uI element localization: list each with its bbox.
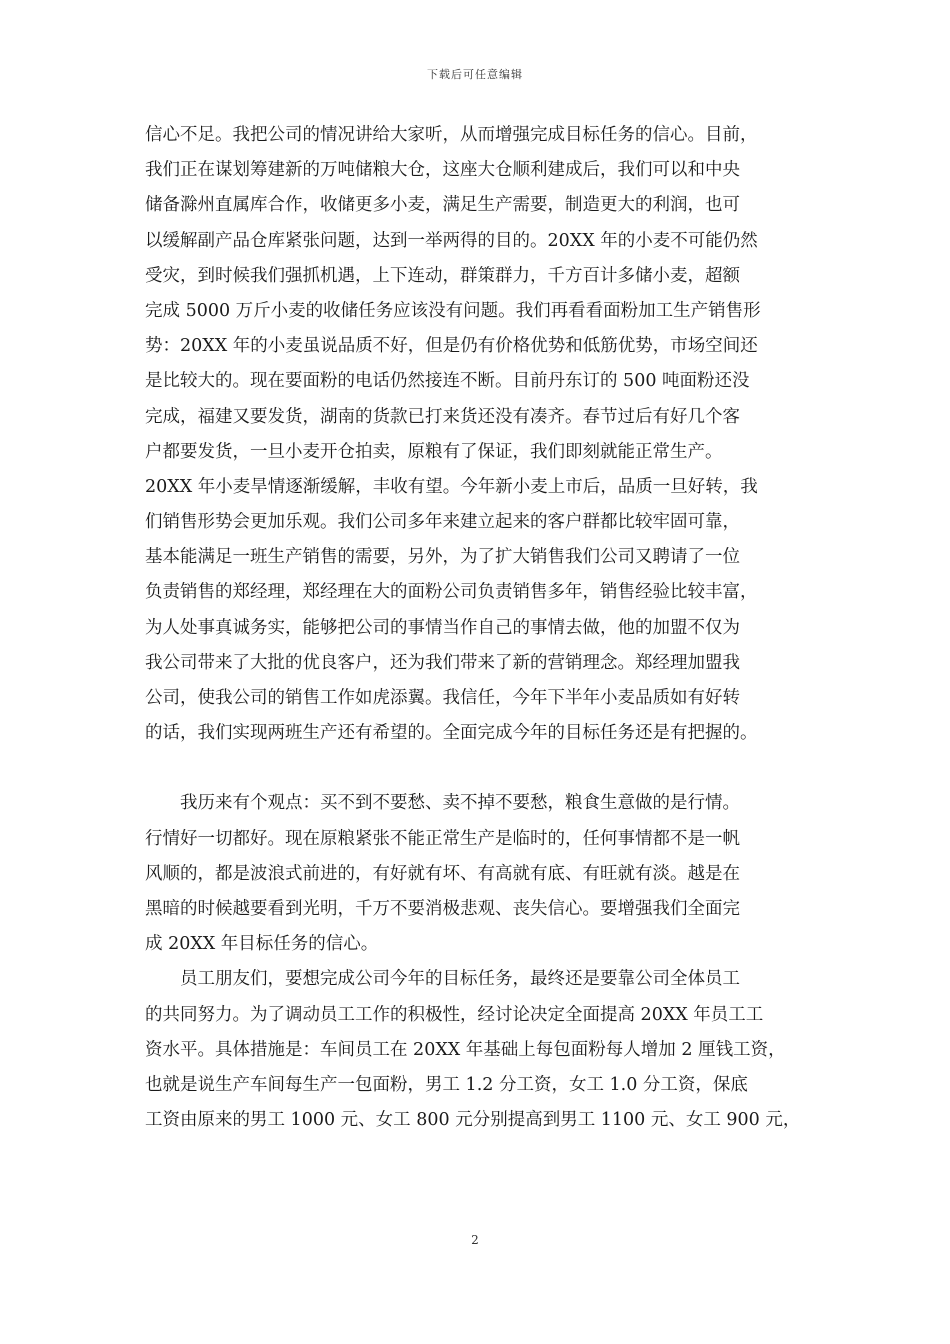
page-number: 2 bbox=[471, 1233, 479, 1247]
text-line: 资水平。具体措施是：车间员工在 20XX 年基础上每包面粉每人增加 2 厘钱工资， bbox=[145, 1039, 786, 1060]
paragraph-2 bbox=[145, 786, 820, 962]
text-line: 成 20XX 年目标任务的信心。 bbox=[145, 934, 379, 955]
text-line: 以缓解副产品仓库紧张问题，达到一举两得的目的。20XX 年的小麦不可能仍然 bbox=[145, 230, 758, 251]
text-line: 为人处事真诚务实，能够把公司的事情当作自己的事情去做，他的加盟不仅为 bbox=[145, 617, 740, 638]
text-line: 完成，福建又要发货，湖南的货款已打来货还没有凑齐。春节过后有好几个客 bbox=[145, 406, 740, 427]
page-header: 下载后可任意编辑 bbox=[427, 68, 523, 81]
text-line: 储备滁州直属库合作，收储更多小麦，满足生产需要，制造更大的利润，也可 bbox=[145, 195, 740, 216]
document-body bbox=[145, 118, 820, 1138]
text-line: 风顺的，都是波浪式前进的，有好就有坏、有高就有底、有旺就有淡。越是在 bbox=[145, 863, 740, 884]
text-line: 负责销售的郑经理，郑经理在大的面粉公司负责销售多年，销售经验比较丰富， bbox=[145, 582, 758, 603]
text-line: 完成 5000 万斤小麦的收储任务应该没有问题。我们再看看面粉加工生产销售形 bbox=[145, 300, 761, 321]
text-line: 户都要发货，一旦小麦开仓拍卖，原粮有了保证，我们即刻就能正常生产。 bbox=[145, 441, 723, 462]
text-line: 基本能满足一班生产销售的需要，另外，为了扩大销售我们公司又聘请了一位 bbox=[145, 547, 740, 568]
text-line: 是比较大的。现在要面粉的电话仍然接连不断。目前丹东订的 500 吨面粉还没 bbox=[145, 371, 750, 392]
text-line: 员工朋友们，要想完成公司今年的目标任务，最终还是要靠公司全体员工 bbox=[180, 969, 740, 990]
text-line: 我公司带来了大批的优良客户，还为我们带来了新的营销理念。郑经理加盟我 bbox=[145, 652, 740, 673]
text-line: 们销售形势会更加乐观。我们公司多年来建立起来的客户群都比较牢固可靠， bbox=[145, 512, 740, 533]
text-line: 受灾，到时候我们强抓机遇，上下连动，群策群力，千方百计多储小麦，超额 bbox=[145, 265, 740, 286]
text-line: 公司，使我公司的销售工作如虎添翼。我信任，今年下半年小麦品质如有好转 bbox=[145, 688, 740, 708]
paragraph-1 bbox=[145, 118, 820, 751]
text-line: 也就是说生产车间每生产一包面粉，男工 1.2 分工资，女工 1.0 分工资，保底 bbox=[145, 1074, 748, 1095]
text-line: 工资由原来的男工 1000 元、女工 800 元分别提高到男工 1100 元、女工 900 元， bbox=[145, 1110, 801, 1131]
text-line: 行情好一切都好。现在原粮紧张不能正常生产是临时的，任何事情都不是一帆 bbox=[145, 828, 740, 849]
text-line: 信心不足。我把公司的情况讲给大家听，从而增强完成目标任务的信心。目前， bbox=[145, 125, 758, 145]
text-line: 的共同努力。为了调动员工工作的积极性，经讨论决定全面提高 20XX 年员工工 bbox=[145, 1004, 764, 1025]
text-line: 势：20XX 年的小麦虽说品质不好，但是仍有价格优势和低筋优势，市场空间还 bbox=[145, 336, 758, 357]
text-line: 我历来有个观点：买不到不要愁、卖不掉不要愁，粮食生意做的是行情。 bbox=[180, 793, 740, 814]
text-line: 我们正在谋划筹建新的万吨储粮大仓，这座大仓顺利建成后，我们可以和中央 bbox=[145, 160, 740, 181]
text-line: 的话，我们实现两班生产还有希望的。全面完成今年的目标任务还是有把握的。 bbox=[145, 723, 758, 744]
paragraph-3 bbox=[145, 962, 820, 1138]
paragraph-gap bbox=[145, 751, 820, 786]
text-line: 20XX 年小麦旱情逐渐缓解，丰收有望。今年新小麦上市后，品质一旦好转，我 bbox=[145, 476, 758, 497]
text-line: 黑暗的时候越要看到光明，千万不要消极悲观、丧失信心。要增强我们全面完 bbox=[145, 898, 740, 919]
